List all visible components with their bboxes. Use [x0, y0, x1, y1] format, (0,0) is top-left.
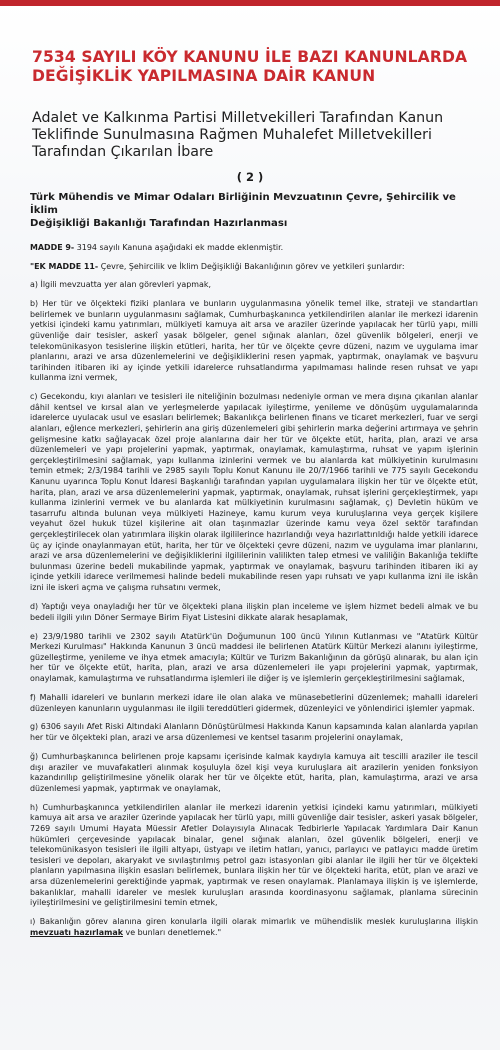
madde-text: 3194 sayılı Kanuna aşağıdaki ek madde eklenmiştir.	[74, 243, 284, 252]
underlined-phrase: mevzuatı hazırlamak	[30, 927, 123, 937]
ek-madde-11	[30, 262, 478, 273]
title-line-1: 7534 SAYILI KÖY KANUNU İLE BAZI KANUNLARDA	[32, 48, 468, 66]
paragraph-g: g) 6306 sayılı Afet Riski Altındaki Alanların Dönüştürülmesi Hakkında Kanun kapsamında kalan alanlarda yapılan her tür ve ölçekteki plan, arazi ve arsa düzenlemesi ve kentsel tasarım projelerini onaylamak,	[30, 722, 478, 743]
subtitle-line-3: Tarafından Çıkarılan İbare	[32, 144, 214, 160]
paragraph-f: f) Mahalli idareleri ve bunların merkezi idare ile olan alaka ve münasebetlerini düzenlemek; mahalli idareleri düzenleyen kanunların uygulanması ile ilgili tereddütleri gidermek, düzenleyici ve yönlendirici işlemler yapmak.	[30, 692, 478, 713]
paragraph-i	[30, 917, 478, 938]
paragraph-e: e) 23/9/1980 tarihli ve 2302 sayılı Atatürk'ün Doğumunun 100 üncü Yılının Kutlanması ve "Atatürk Kültür Merkezi Kurulması" Hakkında Kanunun 3 üncü maddesi ile belirlenen Atatürk Kültür Merkezi alanını iyileştirme, güzelleştirme, yenileme ve ihya etmek amacıyla; Kültür ve Turizm Bakanlığının da görüşü alınarak, bu alan için her tür ve ölçekte etüt, harita, plan, arazi ve arsa düzenlemeleri ile yapı projelerini yapmak, yaptırmak, onaylamak, kamulaştırma ve ruhsatlandırma işlemleri ile diğer iş ve işlemlerin gerçekleştirilmesini sağlamak,	[30, 631, 478, 683]
law-text	[20, 243, 480, 938]
paragraph-h: h) Cumhurbaşkanınca yetkilendirilen alanlar ile merkezi idarenin yetkisi içindeki kamu yatırımları, mülkiyeti kamuya ait arsa ve araziler üzerinde yapılacak her türlü yapı, milli güvenliğe dair tesisler, askeri yasak bölgeler, 7269 sayılı Umumi Hayata Müessir Afetler Dolayısıyla Alınacak Tedbirlerle Yapılacak Yardımlara Dair Kanun hükümleri çerçevesinde yapılacak binalar, genel sığınak alanları, özel güvenlik bölgeleri, enerji ve telekomünikasyon tesisleri ile ilgili altyapı, üstyapı ve iletim hatları, yanıcı, parlayıcı ve patlayıcı madde üretim tesisleri ve depoları, akaryakıt ve sıvılaştırılmış petrol gazı istasyonları gibi alanlar ile ilgili her tür ve ölçekteki planların yapılmasına ilişkin esasları belirlemek, bunlara ilişkin her tür ve ölçekteki harita, etüt, plan ve arazi ve arsa düzenlemelerini gerektiğinde yapmak, yaptırmak ve resen onaylamak. Planlamaya ilişkin iş ve işlemlerde, bakanlıklar, mahalli idareler ve meslek kuruluşları arasında koordinasyonu sağlamak, planlama sürecinin iyileştirilmesini ve geliştirilmesini temin etmek,	[30, 802, 478, 908]
section-heading-line-2: Değişikliği Bakanlığı Tarafından Hazırlanması	[30, 218, 288, 229]
paragraph-c: c) Gecekondu, kıyı alanları ve tesisleri ile niteliğinin bozulması nedeniyle orman ve mera dışına çıkarılan alanlar dâhil kentsel ve kırsal alan ve yerleşmelerde yapılacak iyileştirme, yenileme ve dönüşüm uygulamalarında idarelerce uyulacak usul ve esasları belirlemek; Bakanlıkça belirlenen finans ve ticaret merkezleri, fuar ve sergi alanları, eğlence merkezleri, şehirlerin ana giriş düzenlemeleri gibi şehirlerin marka değerini artırmaya ve şehrin gelişmesine katkı sağlayacak özel proje alanlarına dair her tür ve ölçekte etüt, harita, plan, arazi ve arsa düzenlemeleri ve yapı projelerini yapmak, yaptırmak, onaylamak, kamulaştırma, ruhsat ve yapım işlerinin gerçekleştirilmesini sağlamak, yapı kullanma izinlerini vermek ve bu alanlarda kat mülkiyetinin kurulmasını temin etmek; 2/3/1984 tarihli ve 2985 sayılı Toplu Konut Kanunu ile 20/7/1966 tarihli ve 775 sayılı Gecekondu Kanunu uyarınca Toplu Konut İdaresi Başkanlığı tarafından yapılan uygulamalara ilişkin her tür ve ölçekte etüt, harita, plan, arazi ve arsa düzenlemelerini yapmak, yaptırmak, onaylamak, ruhsat işlerini gerçekleştirmek, yapı kullanma izinlerini vermek ve bu alanlarda kat mülkiyetinin kurulmasını sağlamak, ç) Devletin hüküm ve tasarrufu altında bulunan veya mülkiyeti Hazineye, kamu kurum veya kuruluşlarına veya gerçek kişilere veyahut özel hukuk tüzel kişilerine ait olan taşınmazlar üzerinde kamu veya özel sektör tarafından gerçekleştirilecek olan yatırımlara ilişkin olarak ilgililerince hazırlandığı veya hazırlattırıldığı halde yetkili idarece üç ay içinde onaylanmayan etüt, harita, her tür ve ölçekteki çevre düzeni, nazım ve uygulama imar planlarını, arazi ve arsa düzenlemelerini ve değişikliklerini ilgililerinin valilikten talep etmesi ve valiliğin Bakanlığa teklifte bulunması üzerine bedeli mukabilinde yapmak, yaptırmak ve onaylamak, başvuru tarihinden itibaren iki ay içinde yetkili idarece verilmemesi halinde bedeli mukabilinde resen yapı ruhsatı ve yapı kullanma izni ile iskân izni ile iskeri açma ve çalışma ruhsatını vermek,	[30, 392, 478, 592]
document-subtitle	[32, 110, 480, 161]
paragraph-i-text: ı) Bakanlığın görev alanına giren konularla ilgili olarak mimarlık ve mühendislik meslek kuruluşlarına ilişkin	[30, 917, 478, 927]
ek-madde-label: "EK MADDE 11-	[30, 261, 99, 271]
document-title	[32, 48, 480, 86]
madde-label: MADDE 9-	[30, 243, 75, 252]
paragraph-g-breve: ğ) Cumhurbaşkanınca belirlenen proje kapsamı içerisinde kalmak kaydıyla kamuya ait tescilli araziler ile tescil dışı araziler ve muvafakatleri alınmak koşuluyla özel kişi veya kuruluşlara ait arazilerin yeniden fonksiyon kazandırıllıp geliştirilmesine yönelik olarak her tür ve ölçekte etüt, harita, plan, kamulaştırma, arazi ve arsa düzenlemesi yapmak, yaptırmak ve onaylamak,	[30, 752, 478, 793]
title-line-2: DEĞİŞİKLİK YAPILMASINA DAİR KANUN	[32, 67, 376, 85]
paragraph-b: b) Her tür ve ölçekteki fiziki planlara ve bunların uygulanmasına yönelik temel ilke, strateji ve standartları belirlemek ve bunların uygulanmasını sağlamak, Cumhurbaşkanınca yetkilendirilen alanlar ile merkezi idarenin yetkisi içindeki kamu yatırımları, mülkiyeti kamuya ait arsa ve araziler üzerinde yapılacak her türlü yapı, milli güvenliğe dair tesisler, askerî yasak bölgeler, genel sığınak alanları, özel güvenlik bölgeleri, enerji ve telekomünikasyon tesislerine ilişkin etütleri, harita, her tür ve ölçekte çevre düzeni, nazım ve uygulama imar planlarını, arazi ve arsa düzenlemelerini ve değişikliklerini resen yapmak, yaptırmak, onaylamak ve başvuru tarihinden itibaren iki ay içinde yetkili idarelerce ruhsatlandırma yapılmaması halinde resen ruhsat ve yapı kullanma izni vermek,	[30, 299, 478, 383]
paragraph-a: a) İlgili mevzuatta yer alan görevleri yapmak,	[30, 280, 212, 290]
madde-9	[30, 243, 478, 254]
section-heading-line-1: Türk Mühendis ve Mimar Odaları Birliğinin Mevzuatının Çevre, Şehircilik ve İklim	[30, 192, 456, 216]
ek-madde-text: Çevre, Şehircilik ve İklim Değişikliği Bakanlığının görev ve yetkileri şunlardır:	[98, 261, 405, 271]
subtitle-line-1: Adalet ve Kalkınma Partisi Milletvekilleri Tarafından Kanun	[32, 110, 444, 126]
section-number: ( 2 )	[236, 170, 264, 184]
subtitle-line-2: Teklifinde Sunulmasına Rağmen Muhalefet Milletvekilleri	[32, 127, 432, 143]
top-accent-bar	[0, 0, 500, 6]
paragraph-d: d) Yaptığı veya onayladığı her tür ve ölçekteki plana ilişkin plan inceleme ve işlem hizmet bedeli almak ve bu bedeli ilgili yılın Döner Sermaye Birim Fiyat Listesini dikkate alarak hesaplamak,	[30, 601, 478, 622]
paragraph-i-end: ve bunları denetlemek."	[122, 927, 222, 937]
section-heading	[30, 191, 480, 230]
